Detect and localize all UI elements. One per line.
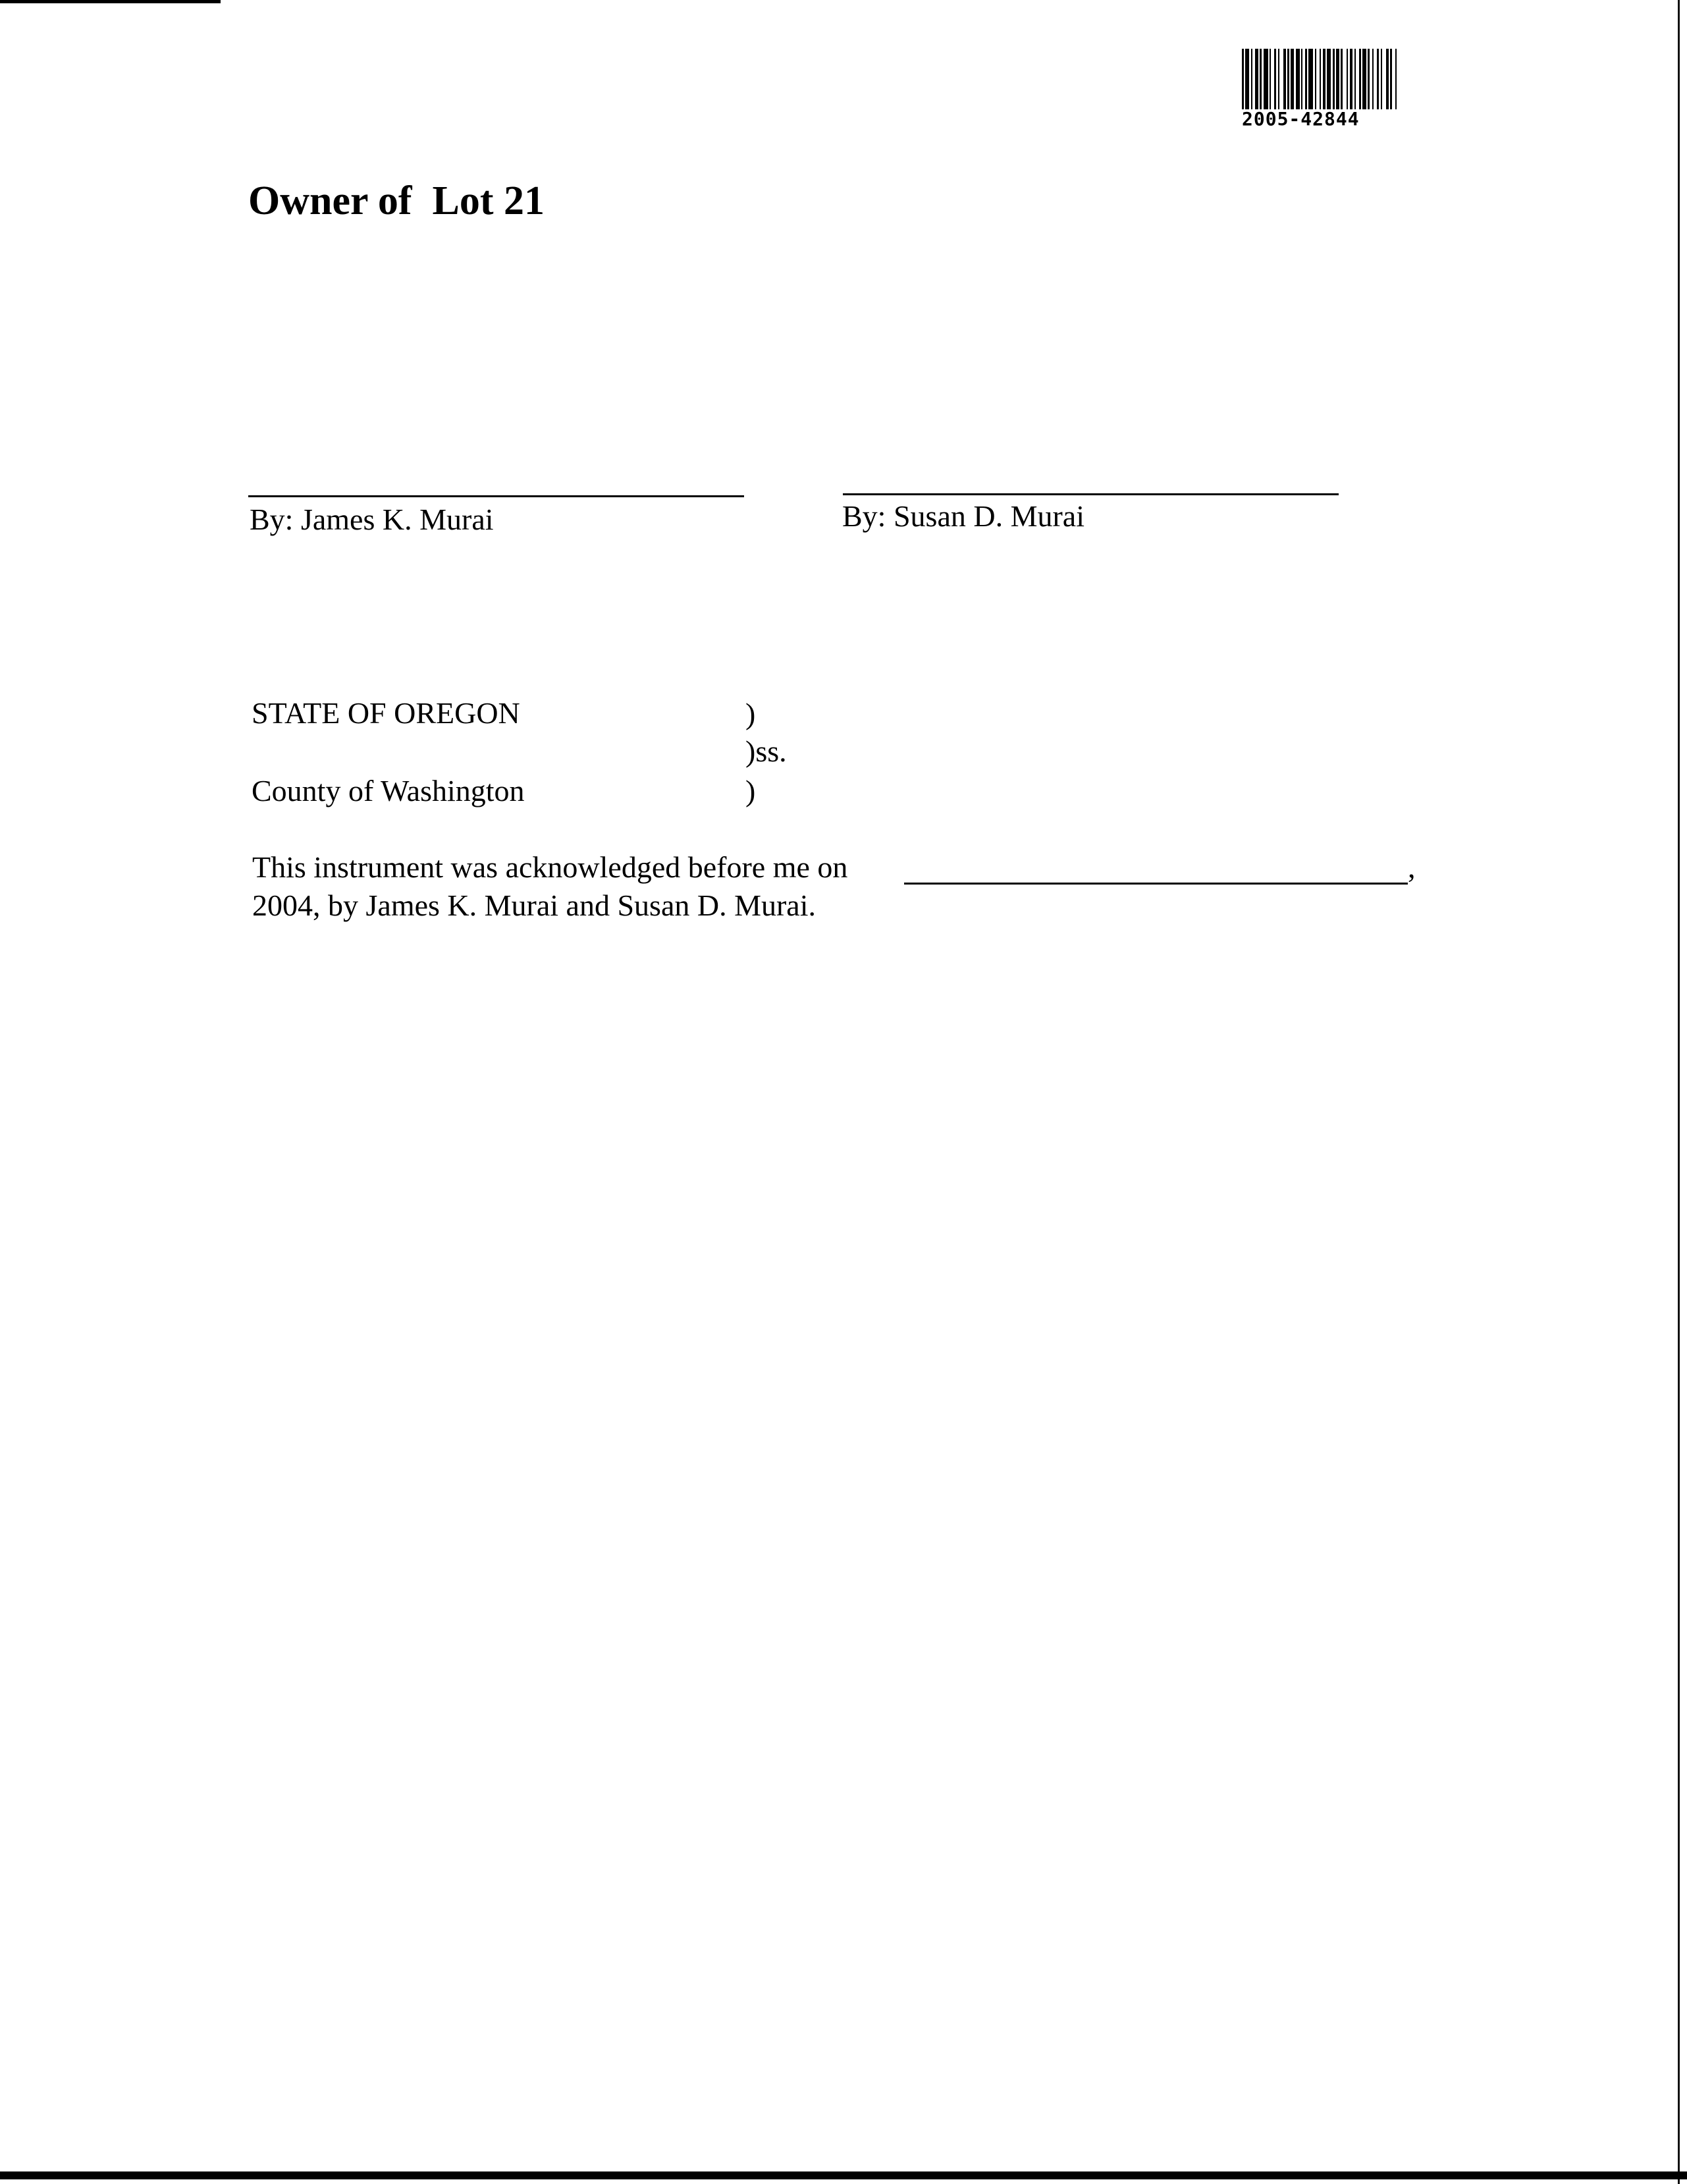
barcode-bar	[1264, 49, 1268, 109]
acknowledgment-comma: ,	[1408, 850, 1416, 884]
barcode-bar	[1377, 49, 1379, 109]
barcode-bar	[1296, 49, 1300, 109]
barcode-number: 2005-42844	[1242, 108, 1360, 130]
barcode-image	[1242, 49, 1538, 109]
signature-label-susan: By: Susan D. Murai	[842, 499, 1084, 533]
venue-paren-top: )	[745, 697, 756, 730]
barcode-bar	[1323, 49, 1326, 109]
scan-border-bottom	[0, 2171, 1687, 2179]
barcode-bar	[1251, 49, 1252, 109]
barcode-bar	[1305, 49, 1307, 109]
barcode-bar	[1283, 49, 1286, 109]
venue-paren-bottom: )	[745, 774, 756, 807]
barcode-bar	[1341, 49, 1343, 109]
scan-border-top	[0, 0, 221, 3]
barcode-bar	[1301, 49, 1302, 109]
barcode-bar	[1347, 49, 1348, 109]
barcode-bar	[1359, 49, 1361, 109]
barcode-bar	[1308, 49, 1313, 109]
barcode-bar	[1372, 49, 1374, 109]
barcode-bar	[1390, 49, 1392, 109]
signature-line-susan	[843, 493, 1339, 495]
scan-border-right	[1678, 0, 1680, 2184]
signature-label-james: By: James K. Murai	[250, 503, 494, 536]
venue-state: STATE OF OREGON	[252, 696, 520, 730]
barcode-bars	[1242, 49, 1538, 109]
barcode-bar	[1270, 49, 1271, 109]
document-heading: Owner of Lot 21	[248, 178, 545, 223]
barcode-bar	[1368, 49, 1370, 109]
barcode-bar	[1320, 49, 1321, 109]
barcode-bar	[1242, 49, 1244, 109]
acknowledgment-date-line	[904, 883, 1408, 885]
barcode-bar	[1255, 49, 1258, 109]
barcode-bar	[1287, 49, 1289, 109]
barcode-bar	[1386, 49, 1389, 109]
barcode-bar	[1278, 49, 1279, 109]
barcode-bar	[1336, 49, 1339, 109]
barcode-bar	[1354, 49, 1356, 109]
barcode-bar	[1245, 49, 1249, 109]
acknowledgment-line-2: 2004, by James K. Murai and Susan D. Murai.	[252, 888, 817, 922]
barcode-bar	[1315, 49, 1316, 109]
barcode-bar	[1333, 49, 1335, 109]
venue-ss: )ss.	[745, 734, 787, 768]
barcode-bar	[1350, 49, 1352, 109]
barcode-bar	[1395, 49, 1397, 109]
barcode-bar	[1362, 49, 1366, 109]
barcode-bar	[1260, 49, 1262, 109]
barcode-bar	[1327, 49, 1331, 109]
barcode-bar	[1291, 49, 1294, 109]
barcode-bar	[1274, 49, 1276, 109]
acknowledgment-line-1: This instrument was acknowledged before me on	[252, 850, 848, 884]
signature-line-james	[248, 495, 744, 497]
venue-county: County of Washington	[252, 774, 525, 807]
barcode-bar	[1381, 49, 1382, 109]
